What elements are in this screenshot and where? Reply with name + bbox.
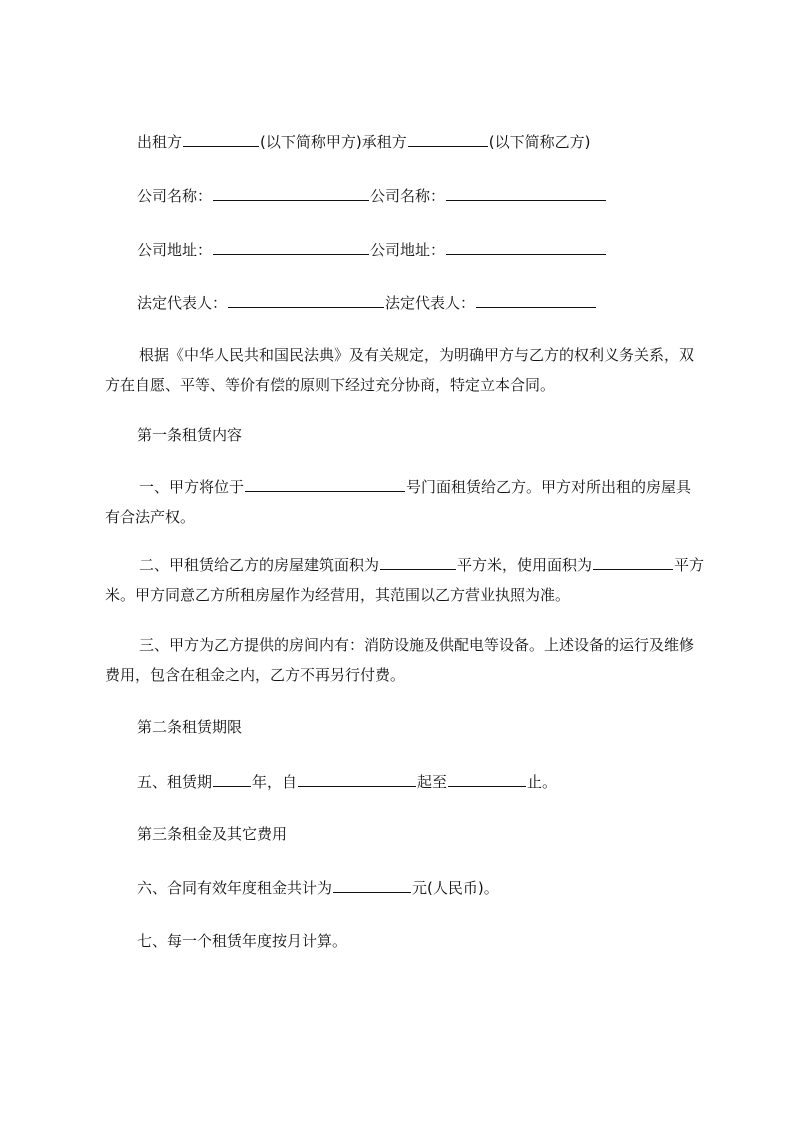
clause6-text-a: 六、合同有效年度租金共计为 [137, 879, 333, 897]
legal-rep-line [137, 293, 737, 312]
lessee-label: 承租方 [361, 133, 407, 151]
clause5-end-blank[interactable] [448, 772, 526, 787]
legal-rep-label-b: 法定代表人： [385, 294, 476, 312]
clause5-text-b: 年，自 [252, 773, 298, 791]
company-name-blank-a[interactable] [213, 186, 369, 201]
article2-title [137, 718, 737, 736]
company-name-blank-b[interactable] [446, 186, 606, 201]
clause5-text-d: 止。 [527, 773, 558, 791]
article3-title [137, 825, 737, 843]
clause3-text: 三、甲方为乙方提供的房间内有：消防设施及供配电等设备。上述设备的运行及维修费用，包含在租金之内，乙方不再另行付费。 [105, 636, 695, 684]
clause1-paragraph [105, 472, 705, 532]
company-address-line [137, 240, 737, 259]
company-name-label-a: 公司名称： [137, 187, 213, 205]
company-name-label-b: 公司名称： [370, 187, 446, 205]
company-address-label-b: 公司地址： [370, 241, 446, 259]
lessor-label: 出租方 [137, 133, 183, 151]
lessor-note: (以下简称甲方) [260, 133, 362, 151]
clause2-text-a: 二、甲租赁给乙方的房屋建筑面积为 [139, 556, 380, 574]
legal-rep-blank-a[interactable] [228, 293, 384, 308]
preamble-paragraph [105, 340, 705, 400]
lessor-blank[interactable] [183, 132, 259, 147]
clause5-start-blank[interactable] [298, 772, 416, 787]
company-address-label-a: 公司地址： [137, 241, 213, 259]
clause2-text-c: 平方米。甲方同意乙方所租房屋作为经营用，其范围以乙方营业执照为准。 [105, 556, 705, 604]
company-address-blank-a[interactable] [213, 240, 369, 255]
article2-title-text: 第二条租赁期限 [137, 718, 243, 736]
clause7-text: 七、每一个租赁年度按月计算。 [137, 932, 348, 950]
parties-line [137, 132, 737, 151]
company-name-line [137, 186, 737, 205]
clause6-line [137, 878, 737, 897]
clause5-text-c: 起至 [417, 773, 448, 791]
clause1-text-b: 号门面租赁给乙方。甲方对所出租的房屋具有合法产权。 [105, 478, 692, 526]
clause2-usable-area-blank[interactable] [593, 555, 673, 570]
preamble-text: 根据《中华人民共和国民法典》及有关规定，为明确甲方与乙方的权利义务关系，双方在自愿、平等、等价有偿的原则下经过充分协商，特定立本合同。 [105, 346, 695, 394]
clause6-text-b: 元(人民币)。 [412, 879, 499, 897]
article1-title-text: 第一条租赁内容 [137, 426, 243, 444]
lessee-blank[interactable] [408, 132, 488, 147]
clause5-line [137, 772, 737, 791]
clause1-text-a: 一、甲方将位于 [139, 478, 245, 496]
clause2-paragraph [105, 550, 705, 610]
clause6-rent-blank[interactable] [333, 878, 411, 893]
article1-title [137, 426, 737, 444]
lessee-note: (以下简称乙方) [488, 133, 591, 151]
clause7-line [137, 932, 737, 950]
article3-title-text: 第三条租金及其它费用 [137, 825, 288, 843]
legal-rep-label-a: 法定代表人： [137, 294, 228, 312]
clause5-years-blank[interactable] [213, 772, 251, 787]
clause5-text-a: 五、租赁期 [137, 773, 213, 791]
legal-rep-blank-b[interactable] [476, 293, 596, 308]
clause2-text-b: 平方米，使用面积为 [457, 556, 593, 574]
clause3-paragraph [105, 630, 705, 690]
company-address-blank-b[interactable] [446, 240, 606, 255]
clause1-location-blank[interactable] [245, 477, 405, 492]
clause2-building-area-blank[interactable] [380, 555, 456, 570]
